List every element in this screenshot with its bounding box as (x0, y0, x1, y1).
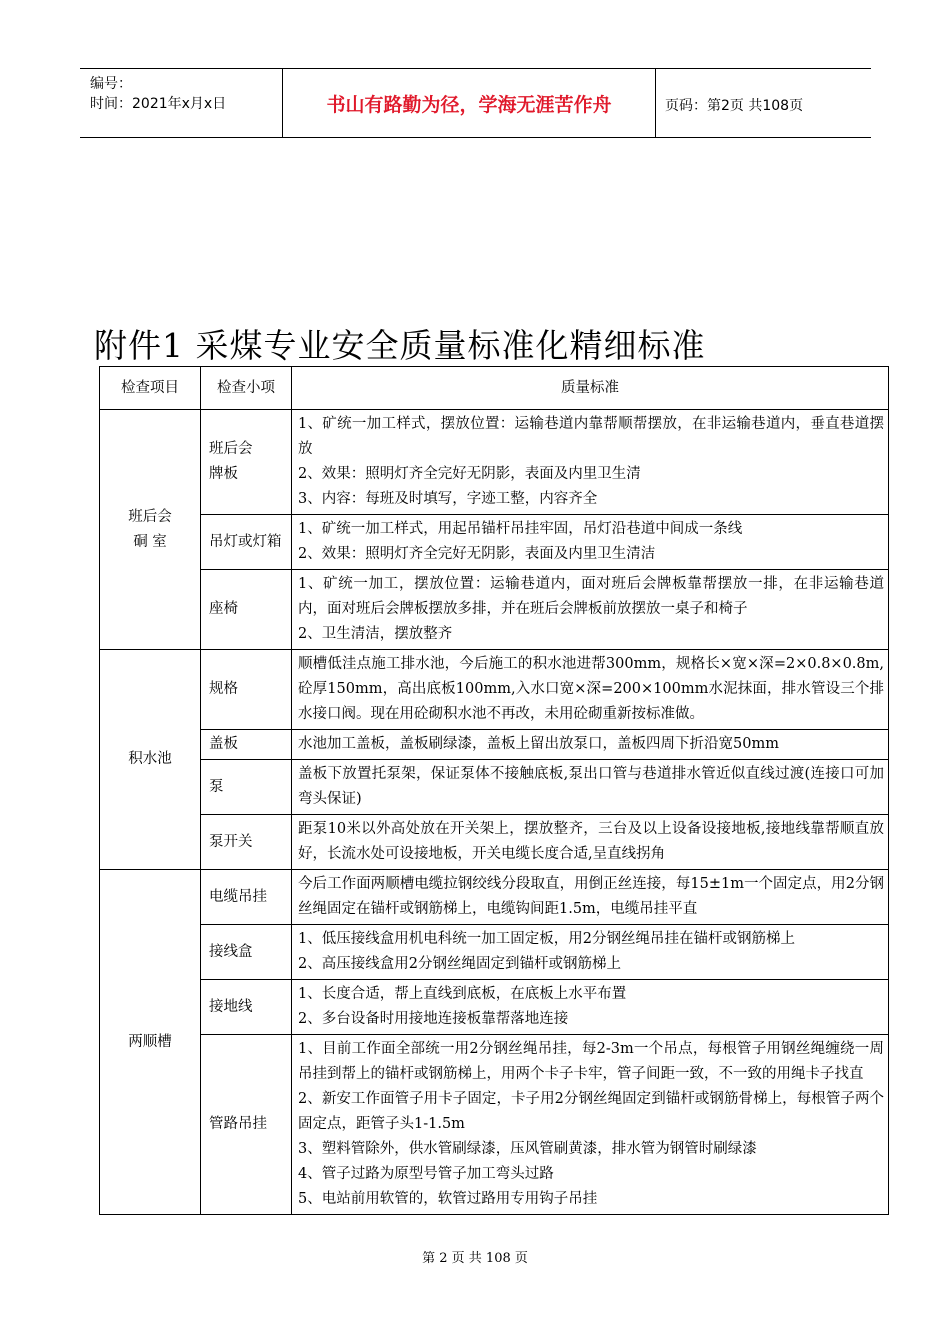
table-header-row (100, 367, 889, 410)
check-subitem: 电缆吊挂 (201, 870, 292, 925)
check-subitem: 班后会 牌板 (201, 410, 292, 515)
check-item: 积水池 (100, 650, 201, 870)
standard-line: 1、矿统一加工样式，摆放位置：运输巷道内靠帮顺帮摆放，在非运输巷道内，垂直巷道摆放 (298, 416, 884, 457)
col-header-standard: 质量标准 (292, 367, 889, 410)
check-subitem: 接地线 (201, 980, 292, 1035)
quality-standard (292, 650, 889, 730)
check-subitem: 规格 (201, 650, 292, 730)
check-subitem: 泵 (201, 760, 292, 815)
check-subitem: 座椅 (201, 570, 292, 650)
table-row (100, 410, 889, 515)
standard-line: 2、新安工作面管子用卡子固定，卡子用2分钢丝绳固定到锚杆或钢筋骨梯上，每根管子两个固定点，距管子头1-1.5m (298, 1091, 884, 1132)
standard-line: 2、多台设备时用接地连接板靠帮落地连接 (298, 1011, 569, 1027)
standard-line: 盖板下放置托泵架，保证泵体不接触底板,泵出口管与巷道排水管近似直线过渡(连接口可加弯头保证) (298, 766, 884, 807)
check-subitem: 管路吊挂 (201, 1035, 292, 1215)
quality-standard (292, 570, 889, 650)
table-row (100, 570, 889, 650)
table-row (100, 760, 889, 815)
quality-standard (292, 410, 889, 515)
standards-table (99, 366, 889, 1215)
standard-line: 顺槽低洼点施工排水池，今后施工的积水池进帮300mm，规格长×宽×深=2×0.8×0.8m,砼厚150mm，高出底板100mm,入水口宽×深=200×100mm水泥抹面，排水管设三个排水接口阀。现在用砼砌积水池不再改，未用砼砌重新按标准做。 (298, 656, 884, 722)
standard-line: 1、目前工作面全部统一用2分钢丝绳吊挂，每2-3m一个吊点，每根管子用钢丝绳缠绕一周吊挂到帮上的锚杆或钢筋梯上，用两个卡子卡牢，管子间距一致，不一致的用绳卡子找直 (298, 1041, 884, 1082)
standard-line: 3、内容：每班及时填写，字迹工整，内容齐全 (298, 491, 598, 507)
table-row (100, 925, 889, 980)
quality-standard (292, 730, 889, 760)
standard-line: 2、效果：照明灯齐全完好无阴影，表面及内里卫生清洁 (298, 546, 656, 562)
table-row (100, 650, 889, 730)
standard-line: 水池加工盖板，盖板刷绿漆，盖板上留出放泵口，盖板四周下折沿宽50mm (298, 736, 779, 752)
check-subitem: 吊灯或灯箱 (201, 515, 292, 570)
page-footer: 第 2 页 共 108 页 (422, 1251, 528, 1266)
standard-line: 3、塑料管除外，供水管刷绿漆，压风管刷黄漆，排水管为钢管时刷绿漆 (298, 1141, 757, 1157)
table-row (100, 815, 889, 870)
header-meta (80, 69, 283, 137)
page-header (80, 68, 871, 138)
standard-line: 2、高压接线盒用2分钢丝绳固定到锚杆或钢筋梯上 (298, 956, 621, 972)
header-motto: 书山有路勤为径，学海无涯苦作舟 (283, 69, 656, 137)
quality-standard (292, 1035, 889, 1215)
quality-standard (292, 515, 889, 570)
check-item: 班后会 硐 室 (100, 410, 201, 650)
standard-line: 1、矿统一加工，摆放位置：运输巷道内，面对班后会牌板靠帮摆放一排，在非运输巷道内，面对班后会牌板摆放多排，并在班后会牌板前放摆放一桌子和椅子 (298, 576, 884, 617)
standard-line: 5、电站前用软管的，软管过路用专用钩子吊挂 (298, 1191, 598, 1207)
quality-standard (292, 870, 889, 925)
document-title: 附件1 采煤专业安全质量标准化精细标准 (94, 326, 706, 365)
quality-standard (292, 815, 889, 870)
standard-line: 2、效果：照明灯齐全完好无阴影，表面及内里卫生清 (298, 466, 641, 482)
table-row (100, 870, 889, 925)
standard-line: 今后工作面两顺槽电缆拉钢绞线分段取直，用倒正丝连接，每15±1m一个固定点，用2分钢丝绳固定在锚杆或钢筋梯上，电缆钩间距1.5m，电缆吊挂平直 (298, 876, 884, 917)
standard-line: 1、低压接线盒用机电科统一加工固定板，用2分钢丝绳吊挂在锚杆或钢筋梯上 (298, 931, 795, 947)
col-header-item: 检查项目 (100, 367, 201, 410)
table-row (100, 980, 889, 1035)
check-subitem: 盖板 (201, 730, 292, 760)
check-subitem: 泵开关 (201, 815, 292, 870)
table-row (100, 1035, 889, 1215)
quality-standard (292, 760, 889, 815)
table-row (100, 730, 889, 760)
col-header-subitem: 检查小项 (201, 367, 292, 410)
quality-standard (292, 980, 889, 1035)
standard-line: 距泵10米以外高处放在开关架上，摆放整齐，三台及以上设备设接地板,接地线靠帮顺直放好，长流水处可设接地板，开关电缆长度合适,呈直线拐角 (298, 821, 884, 862)
number-label: 编号： (90, 76, 132, 92)
date-label: 时间：2021年x月x日 (90, 96, 227, 112)
check-item: 两顺槽 (100, 870, 201, 1215)
table-row (100, 515, 889, 570)
header-page-info: 页码：第2页 共108页 (665, 98, 804, 114)
standard-line: 4、管子过路为原型号管子加工弯头过路 (298, 1166, 554, 1182)
standard-line: 2、卫生清洁，摆放整齐 (298, 626, 453, 642)
quality-standard (292, 925, 889, 980)
check-subitem: 接线盒 (201, 925, 292, 980)
standard-line: 1、矿统一加工样式，用起吊锚杆吊挂牢固，吊灯沿巷道中间成一条线 (298, 521, 743, 537)
standard-line: 1、长度合适，帮上直线到底板，在底板上水平布置 (298, 986, 627, 1002)
